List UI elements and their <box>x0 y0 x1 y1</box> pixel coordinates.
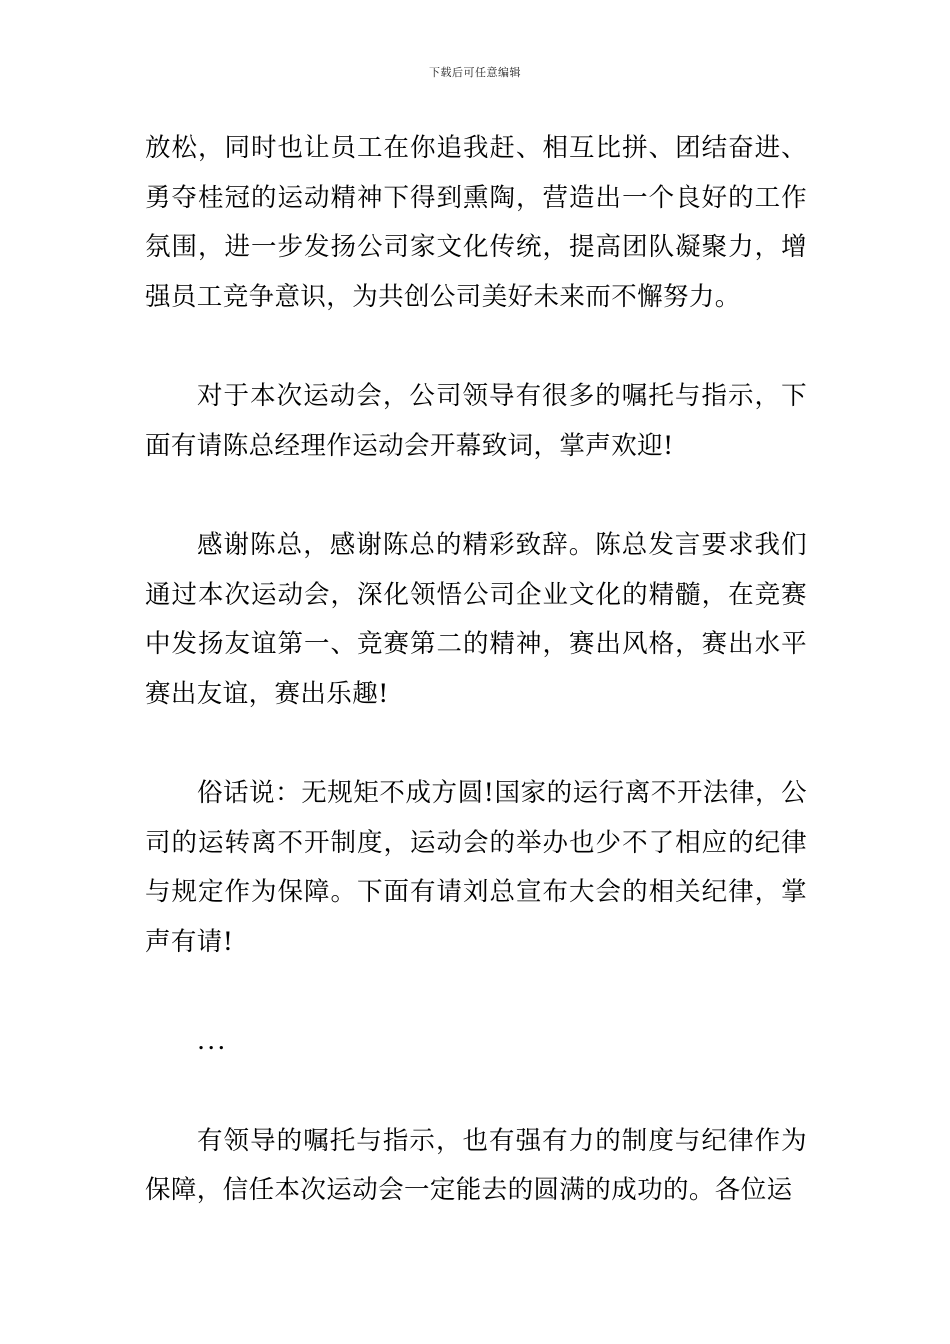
paragraph-5: 有领导的嘱托与指示，也有强有力的制度与纪律作为保障，信任本次运动会一定能去的圆满的成功的。各位运 <box>145 1125 807 1205</box>
paragraph-2: 对于本次运动会，公司领导有很多的嘱托与指示，下面有请陈总经理作运动会开幕致词，掌声欢迎! <box>145 381 807 461</box>
paragraph-1: 放松，同时也让员工在你追我赶、相互比拼、团结奋进、勇夺桂冠的运动精神下得到熏陶，营造出一个良好的工作氛围，进一步发扬公司家文化传统，提高团队凝聚力，增强员工竞争意识，为共创公司美好未来而不懈努力。 <box>145 133 807 312</box>
paragraph-4: 俗话说：无规矩不成方圆!国家的运行离不开法律，公司的运转离不开制度，运动会的举办也少不了相应的纪律与规定作为保障。下面有请刘总宣布大会的相关纪律，掌声有请! <box>145 778 807 957</box>
paragraph-3: 感谢陈总，感谢陈总的精彩致辞。陈总发言要求我们通过本次运动会，深化领悟公司企业文化的精髓，在竞赛中发扬友谊第一、竞赛第二的精神，赛出风格，赛出水平赛出友谊，赛出乐趣! <box>145 530 807 709</box>
ellipsis-paragraph: ... <box>197 1026 228 1056</box>
document-body <box>145 124 807 1216</box>
page-header: 下载后可任意编辑 <box>429 66 521 79</box>
